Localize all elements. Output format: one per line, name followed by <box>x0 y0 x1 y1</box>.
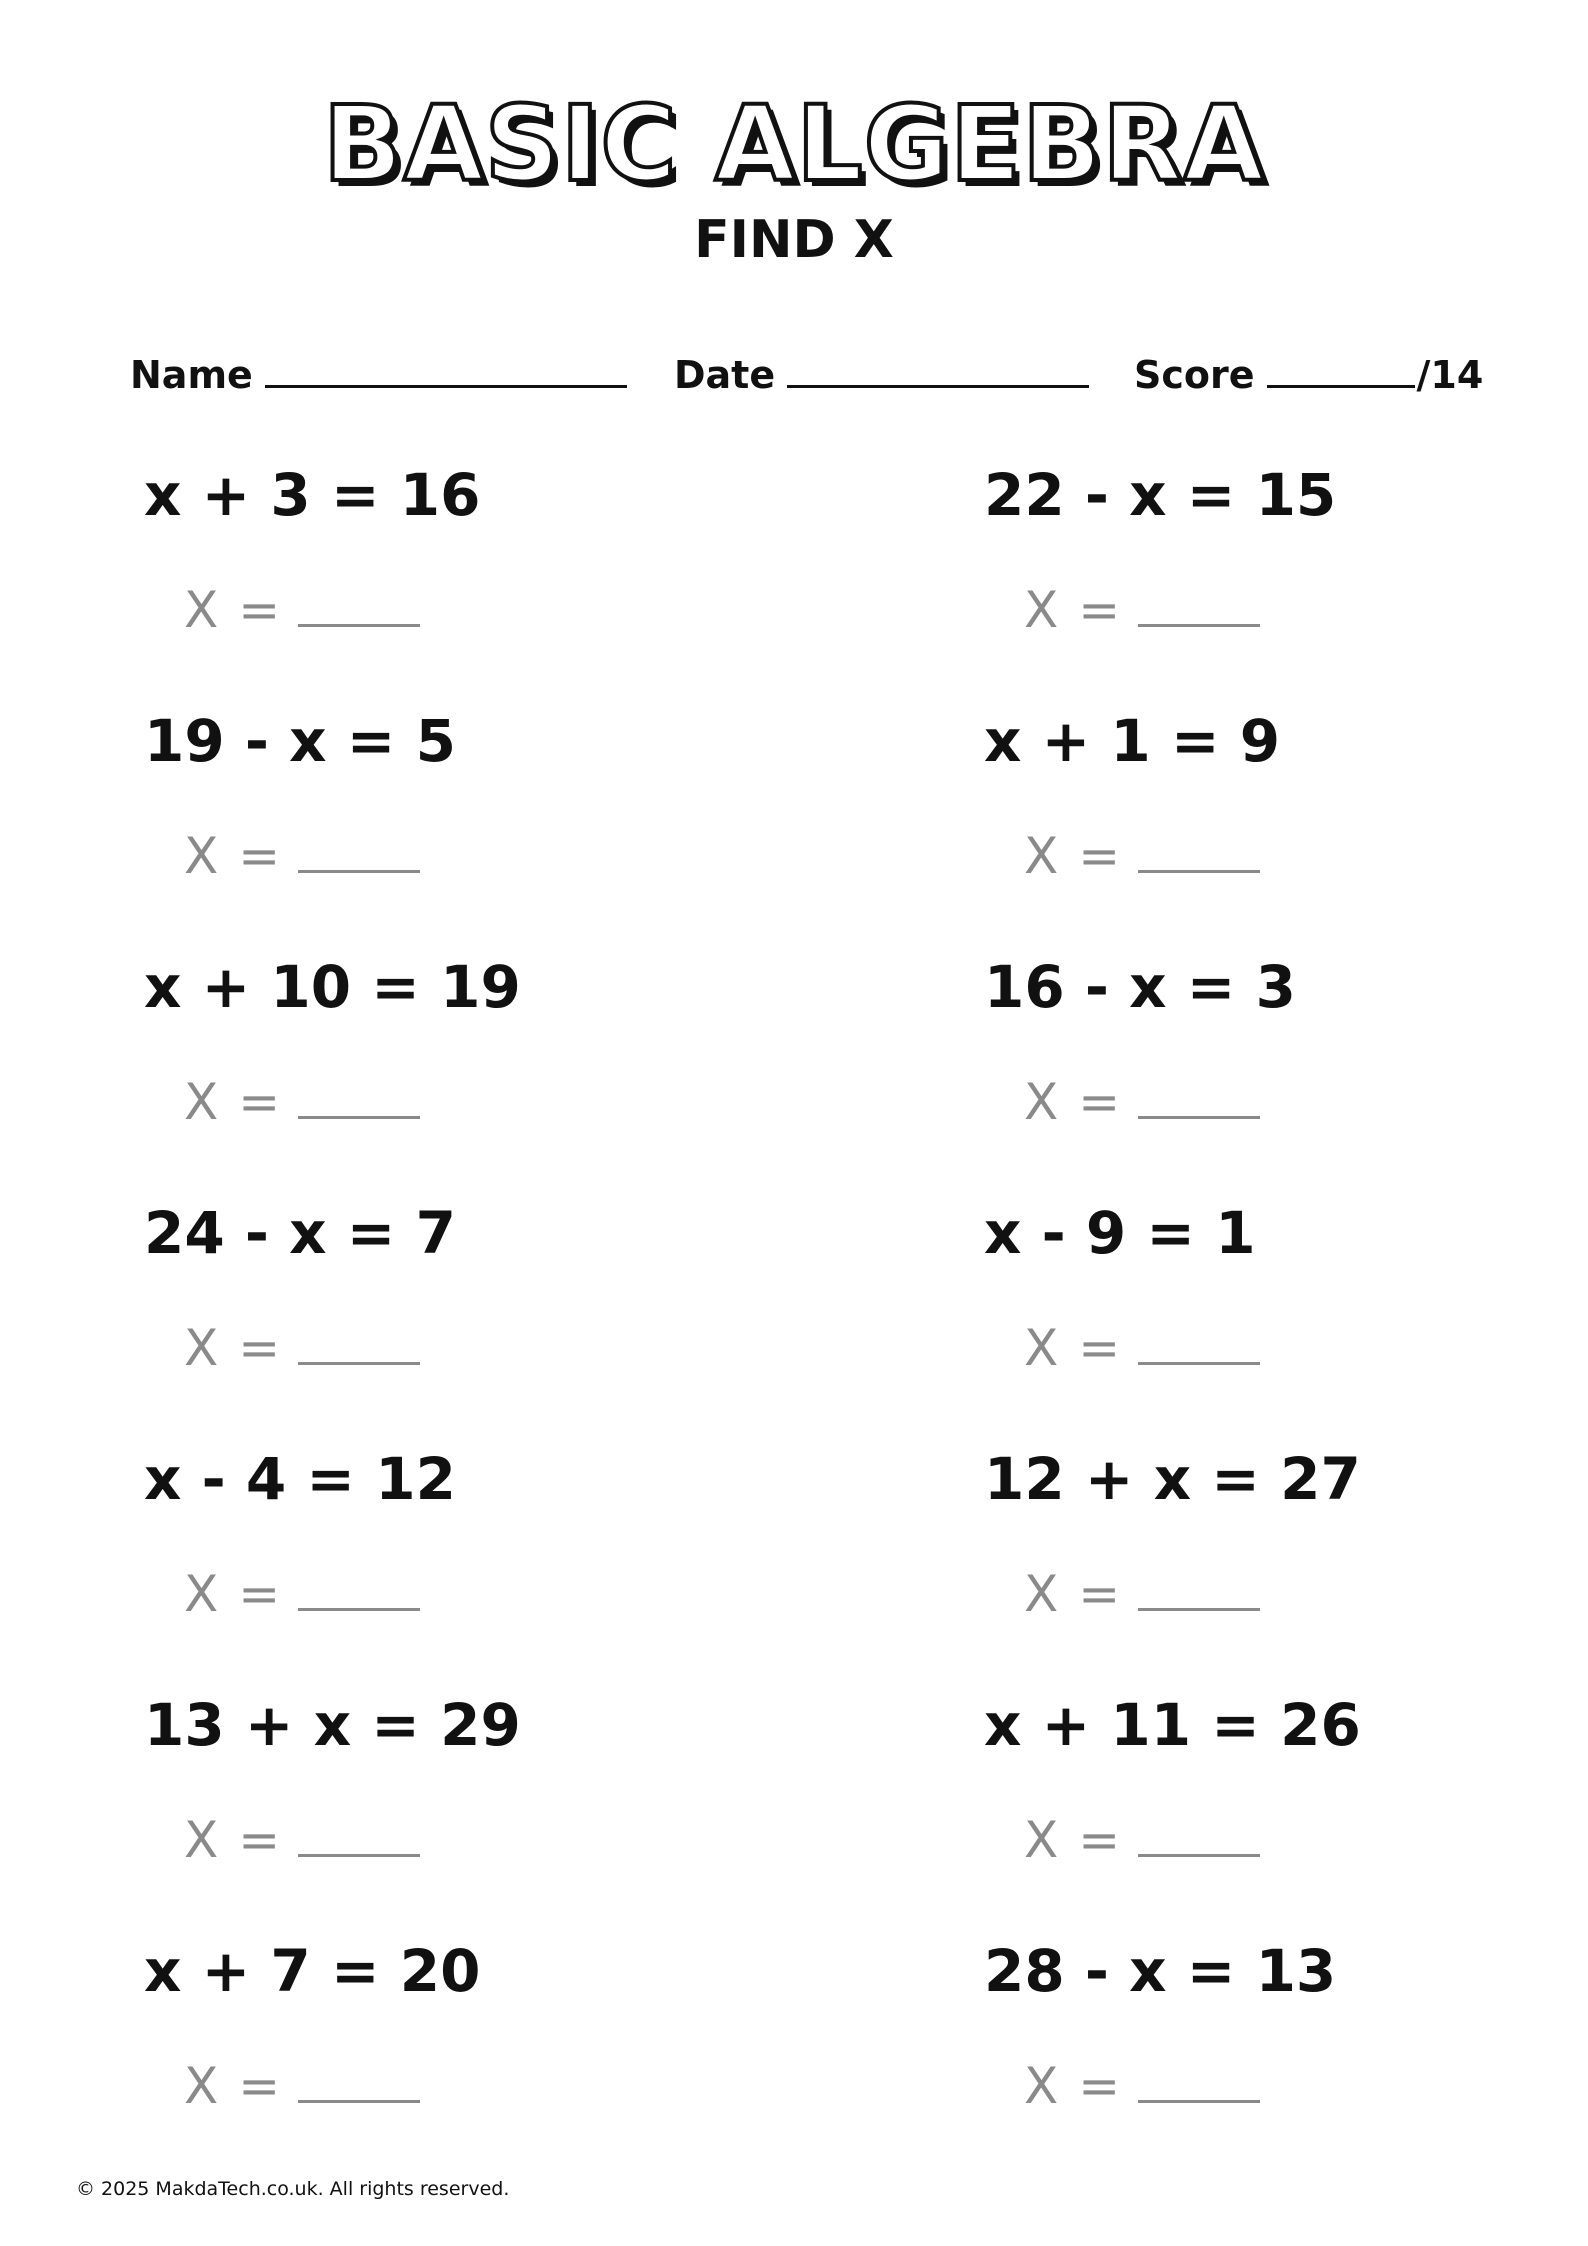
answer-variable: X <box>184 827 219 885</box>
answer-blank[interactable] <box>298 1074 420 1119</box>
answer-blank[interactable] <box>1138 2058 1260 2103</box>
problem-item <box>984 1445 1588 1650</box>
answer-row <box>184 1319 420 1377</box>
answer-row <box>1024 1319 1260 1377</box>
answer-row <box>1024 1565 1260 1623</box>
answer-equals: = <box>1078 1073 1121 1131</box>
name-label: Name <box>130 353 253 397</box>
answer-equals: = <box>238 2057 281 2115</box>
problem-item <box>144 1199 784 1404</box>
answer-blank[interactable] <box>298 828 420 873</box>
equation: x + 1 = 9 <box>984 707 1281 775</box>
answer-blank[interactable] <box>1138 1320 1260 1365</box>
answer-equals: = <box>1078 1565 1121 1623</box>
answer-equals: = <box>238 1319 281 1377</box>
answer-row <box>1024 581 1260 639</box>
equation: 28 - x = 13 <box>984 1937 1337 2005</box>
answer-variable: X <box>1024 827 1059 885</box>
answer-equals: = <box>238 581 281 639</box>
answer-row <box>1024 2057 1260 2115</box>
problem-item <box>984 707 1588 912</box>
answer-row <box>184 1565 420 1623</box>
problem-item <box>144 1937 784 2142</box>
answer-equals: = <box>238 827 281 885</box>
answer-row <box>1024 1811 1260 1869</box>
score-label: Score <box>1134 353 1255 397</box>
answer-equals: = <box>238 1811 281 1869</box>
problem-item <box>144 1691 784 1896</box>
answer-variable: X <box>1024 1319 1059 1377</box>
answer-row <box>184 1811 420 1869</box>
answer-equals: = <box>1078 827 1121 885</box>
equation: x + 11 = 26 <box>984 1691 1361 1759</box>
problem-item <box>144 953 784 1158</box>
equation: 24 - x = 7 <box>144 1199 456 1267</box>
equation: 22 - x = 15 <box>984 461 1337 529</box>
equation: 16 - x = 3 <box>984 953 1296 1021</box>
answer-equals: = <box>1078 1811 1121 1869</box>
answer-variable: X <box>1024 1073 1059 1131</box>
answer-row <box>1024 1073 1260 1131</box>
problem-item <box>984 1937 1588 2142</box>
equation: x + 10 = 19 <box>144 953 521 1021</box>
equation: 12 + x = 27 <box>984 1445 1361 1513</box>
answer-equals: = <box>1078 581 1121 639</box>
problem-item <box>144 707 784 912</box>
answer-row <box>184 581 420 639</box>
score-total: /14 <box>1416 353 1484 397</box>
problem-item <box>144 461 784 666</box>
problem-item <box>144 1445 784 1650</box>
answer-blank[interactable] <box>1138 1566 1260 1611</box>
equation: x + 7 = 20 <box>144 1937 481 2005</box>
answer-variable: X <box>1024 2057 1059 2115</box>
equation: 13 + x = 29 <box>144 1691 521 1759</box>
equation: x - 9 = 1 <box>984 1199 1256 1267</box>
answer-row <box>184 827 420 885</box>
date-label: Date <box>674 353 776 397</box>
answer-blank[interactable] <box>1138 582 1260 627</box>
answer-blank[interactable] <box>298 1320 420 1365</box>
copyright-footer: © 2025 MakdaTech.co.uk. All rights reserved. <box>76 2178 510 2200</box>
problem-item <box>984 461 1588 666</box>
answer-variable: X <box>184 581 219 639</box>
answer-variable: X <box>1024 581 1059 639</box>
worksheet-subtitle: FIND X <box>694 210 894 270</box>
answer-blank[interactable] <box>1138 828 1260 873</box>
equation: 19 - x = 5 <box>144 707 456 775</box>
answer-row <box>1024 827 1260 885</box>
answer-variable: X <box>1024 1565 1059 1623</box>
problem-item <box>984 953 1588 1158</box>
answer-equals: = <box>1078 1319 1121 1377</box>
answer-variable: X <box>184 1319 219 1377</box>
answer-blank[interactable] <box>298 2058 420 2103</box>
equation: x - 4 = 12 <box>144 1445 456 1513</box>
answer-blank[interactable] <box>298 1812 420 1857</box>
answer-row <box>184 1073 420 1131</box>
answer-blank[interactable] <box>298 1566 420 1611</box>
answer-equals: = <box>238 1565 281 1623</box>
answer-variable: X <box>184 1811 219 1869</box>
answer-variable: X <box>184 2057 219 2115</box>
answer-blank[interactable] <box>298 582 420 627</box>
problem-item <box>984 1199 1588 1404</box>
answer-equals: = <box>1078 2057 1121 2115</box>
answer-variable: X <box>1024 1811 1059 1869</box>
answer-blank[interactable] <box>1138 1812 1260 1857</box>
answer-blank[interactable] <box>1138 1074 1260 1119</box>
problem-item <box>984 1691 1588 1896</box>
answer-variable: X <box>184 1073 219 1131</box>
worksheet-title: BASIC ALGEBRA <box>323 83 1265 205</box>
equation: x + 3 = 16 <box>144 461 481 529</box>
answer-equals: = <box>238 1073 281 1131</box>
answer-variable: X <box>184 1565 219 1623</box>
answer-row <box>184 2057 420 2115</box>
